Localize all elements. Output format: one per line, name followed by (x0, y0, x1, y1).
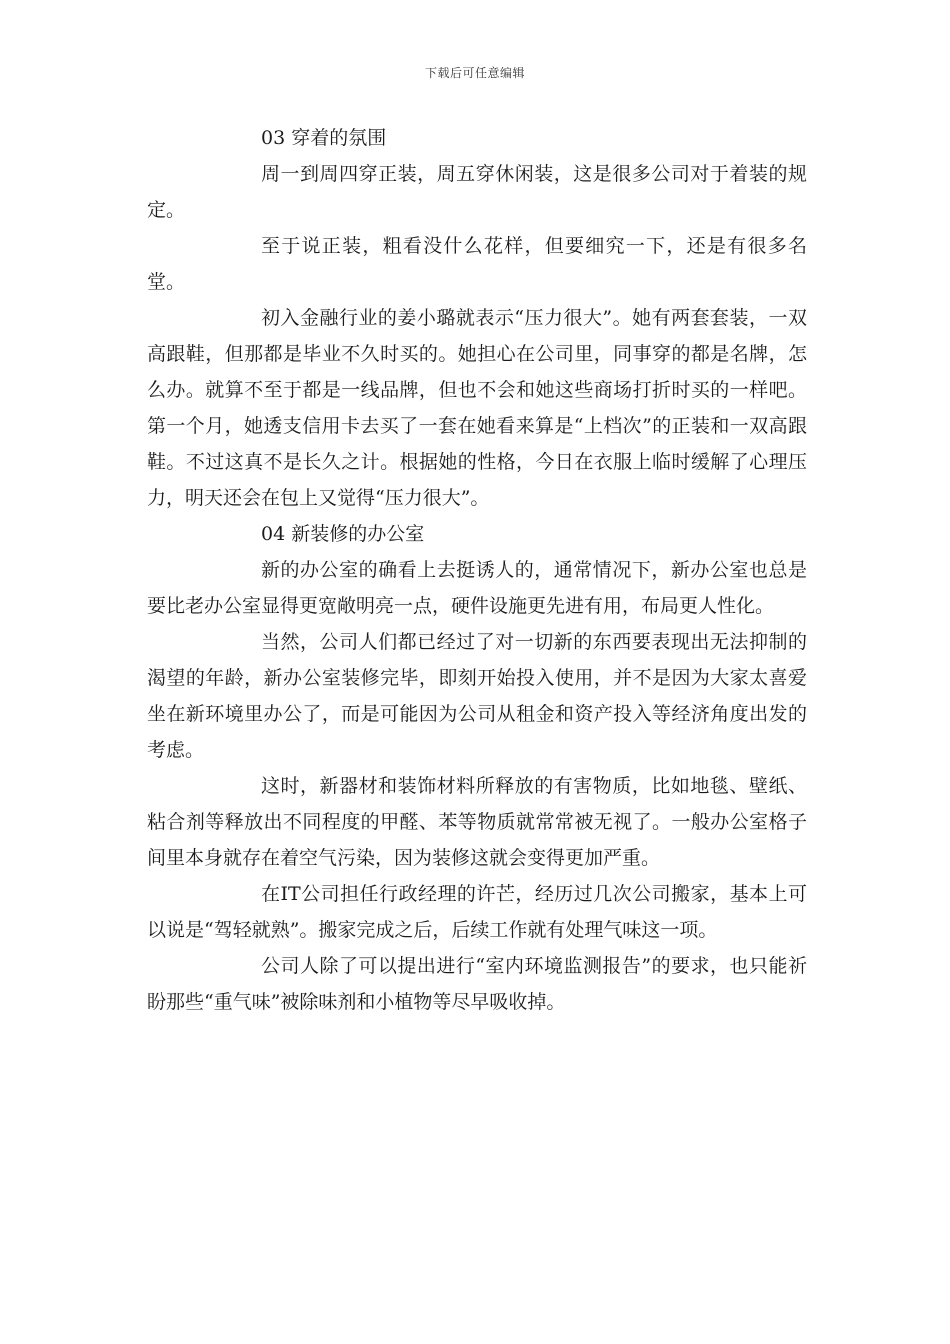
section-heading: 03 穿着的氛围 (261, 127, 387, 149)
paragraph: 周一到周四穿正装，周五穿休闲装，这是很多公司对于着装的规定。 (147, 163, 807, 221)
document-body (147, 120, 807, 1020)
paragraph: 在IT公司担任行政经理的许芒，经历过几次公司搬家，基本上可以说是“驾轻就熟”。搬家完成之后，后续工作就有处理气味这一项。 (147, 883, 807, 941)
paragraph: 这时，新器材和装饰材料所释放的有害物质，比如地毯、壁纸、粘合剂等释放出不同程度的甲醛、苯等物质就常常被无视了。一般办公室格子间里本身就存在着空气污染，因为装修这就会变得更加严重。 (147, 775, 807, 869)
paragraph: 新的办公室的确看上去挺诱人的，通常情况下，新办公室也总是要比老办公室显得更宽敞明亮一点，硬件设施更先进有用，布局更人性化。 (147, 559, 807, 617)
paragraph: 至于说正装，粗看没什么花样，但要细究一下，还是有很多名堂。 (147, 235, 807, 293)
page-header: 下载后可任意编辑 (424, 66, 525, 80)
paragraph: 初入金融行业的姜小璐就表示“压力很大”。她有两套套装，一双高跟鞋，但那都是毕业不久时买的。她担心在公司里，同事穿的都是名牌，怎么办。就算不至于都是一线品牌，但也不会和她这些商场打折时买的一样吧。第一个月，她透支信用卡去买了一套在她看来算是“上档次”的正装和一双高跟鞋。不过这真不是长久之计。根据她的性格，今日在衣服上临时缓解了心理压力，明天还会在包上又觉得“压力很大”。 (147, 307, 807, 509)
paragraph: 公司人除了可以提出进行“室内环境监测报告”的要求，也只能祈盼那些“重气味”被除味剂和小植物等尽早吸收掉。 (147, 955, 807, 1013)
paragraph: 当然，公司人们都已经过了对一切新的东西要表现出无法抑制的渴望的年龄，新办公室装修完毕，即刻开始投入使用，并不是因为大家太喜爱坐在新环境里办公了，而是可能因为公司从租金和资产投入等经济角度出发的考虑。 (147, 631, 807, 761)
section-heading: 04 新装修的办公室 (261, 523, 425, 545)
